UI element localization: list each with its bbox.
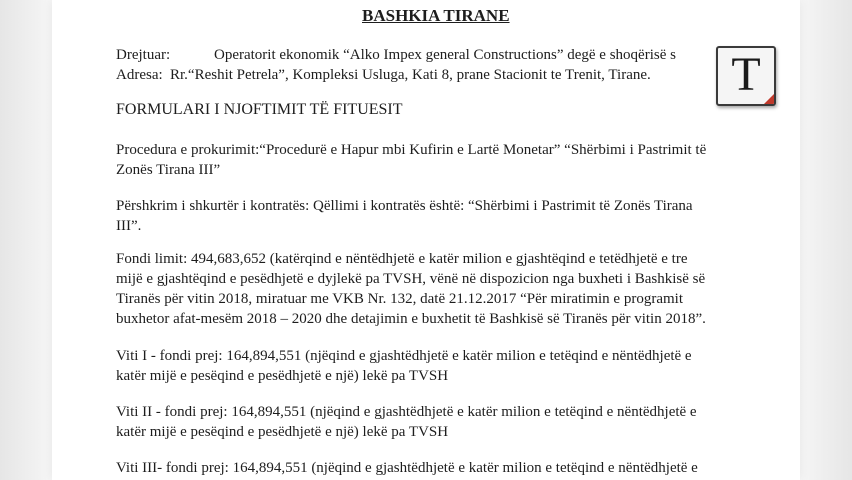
year1-line: Viti I - fondi prej: 164,894,551 (njëqind e gjashtëdhjetë e katër milion e tetëqind e nëntëdhjetë e [116, 348, 692, 364]
logo-corner-accent [762, 92, 776, 106]
channel-logo [716, 46, 776, 106]
description-line: III”. [116, 218, 142, 234]
year2-line: katër mijë e pesëqind e pesëdhjetë e një) lekë pa TVSH [116, 424, 449, 440]
logo-letter: T [731, 48, 761, 101]
addressee-label: Drejtuar: [116, 47, 171, 63]
fund-limit-line: mijë e gjashtëqind e pesëdhjetë e dyjlekë pa TVSH, vënë në dispozicion nga buxheti i Bashkisë së [116, 271, 706, 287]
year3-line: Viti III- fondi prej: 164,894,551 (njëqind e gjashtëdhjetë e katër milion e tetëqind e nëntëdhjetë e [116, 460, 698, 476]
year2-line: Viti II - fondi prej: 164,894,551 (njëqind e gjashtëdhjetë e katër milion e tetëqind e nëntëdhjetë e [116, 404, 697, 420]
fund-limit-line: buxhetor afat-mesëm 2018 – 2020 dhe detajimin e buxhetit të Bashkisë së Tiranës për vitin 2018”. [116, 311, 706, 327]
procedure-line: Zonës Tirana III” [116, 162, 221, 178]
procedure-line: Procedura e prokurimit:“Procedurë e Hapur mbi Kufirin e Lartë Monetar” “Shërbimi i Pastrimit të [116, 142, 707, 158]
form-heading: FORMULARI I NJOFTIMIT TË FITUESIT [116, 101, 403, 118]
document-title: BASHKIA TIRANE [362, 6, 510, 25]
fund-limit-line: Tiranës për vitin 2018, miratuar me VKB Nr. 132, datë 21.12.2017 “Për miratimin e programit [116, 291, 683, 307]
year1-line: katër mijë e pesëqind e pesëdhjetë e një) lekë pa TVSH [116, 368, 449, 384]
address-value: Rr.“Reshit Petrela”, Kompleksi Usluga, Kati 8, prane Stacionit te Trenit, Tirane. [170, 67, 651, 83]
address-label: Adresa: [116, 67, 163, 83]
fund-limit-line: Fondi limit: 494,683,652 (katërqind e nëntëdhjetë e katër milion e gjashtëqind e tetëdhjetë e tre [116, 251, 688, 267]
addressee-value: Operatorit ekonomik “Alko Impex general Constructions” degë e shoqërisë s [214, 47, 676, 63]
document-page [52, 0, 800, 480]
description-line: Përshkrim i shkurtër i kontratës: Qëllimi i kontratës është: “Shërbimi i Pastrimit të Zonës Tirana [116, 198, 693, 214]
